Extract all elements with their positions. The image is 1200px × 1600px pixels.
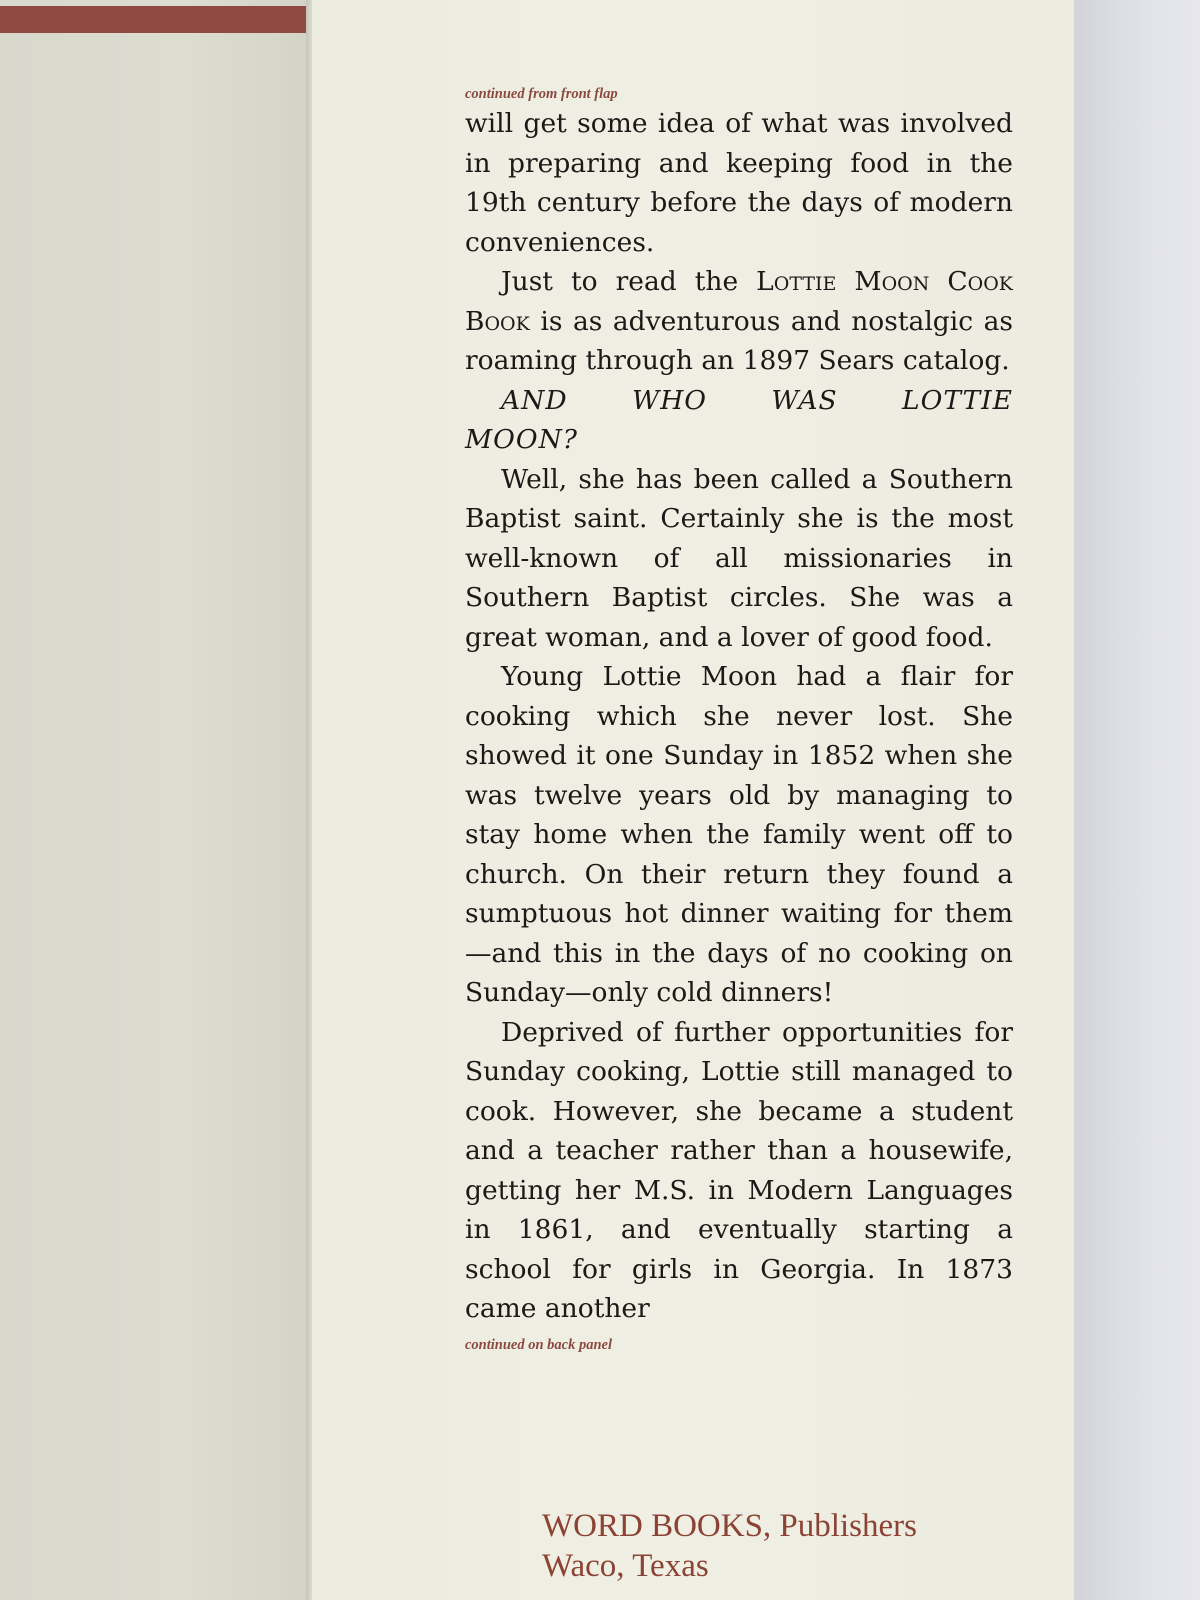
publisher-name: WORD BOOKS, Publishers (542, 1508, 917, 1544)
board-top-band (0, 6, 312, 33)
book-board (0, 0, 312, 1600)
paragraph-2-rest: is as adventurous and nostalgic as roaming through an 1897 Sears catalog. (465, 305, 1013, 376)
continued-from-note: continued from front flap (465, 86, 618, 102)
book-title: Lottie Moon Cook Book (465, 266, 1013, 337)
paragraph-5: Young Lottie Moon had a flair for cooking which she never lost. She showed it one Sunday in 1852 when she was twelve years old by managing to stay home when the family went off to church. On their return they found a sumptuous hot dinner waiting for them—and this in the days of no cooking on Sunday—only cold dinners! (465, 661, 1013, 1008)
section-heading: AND WHO WAS LOTTIE MOON? (465, 384, 1013, 455)
paragraph-2-lead: Just to read the (501, 266, 757, 297)
background-surface (1074, 0, 1200, 1600)
flap-text-column (465, 84, 1013, 1355)
publisher-city: Waco, Texas (542, 1548, 709, 1584)
paragraph-4: Well, she has been called a Southern Baptist saint. Certainly she is the most well-known of all missionaries in Southern Baptist circles. She was a great woman, and a lover of good food. (465, 463, 1013, 653)
paragraph-6: Deprived of further opportunities for Sunday cooking, Lottie still managed to cook. However, she became a student and a teacher rather than a housewife, getting her M.S. in Modern Languages in 1861, and eventually starting a school for girls in Georgia. In 1873 came another (465, 1016, 1013, 1324)
continued-on-note: continued on back panel (465, 1336, 613, 1353)
paragraph-2 (465, 262, 1013, 381)
paragraph-1: will get some idea of what was involved in preparing and keeping food in the 19th century before the days of modern conveniences. (465, 108, 1013, 258)
publisher-imprint (542, 1506, 917, 1586)
